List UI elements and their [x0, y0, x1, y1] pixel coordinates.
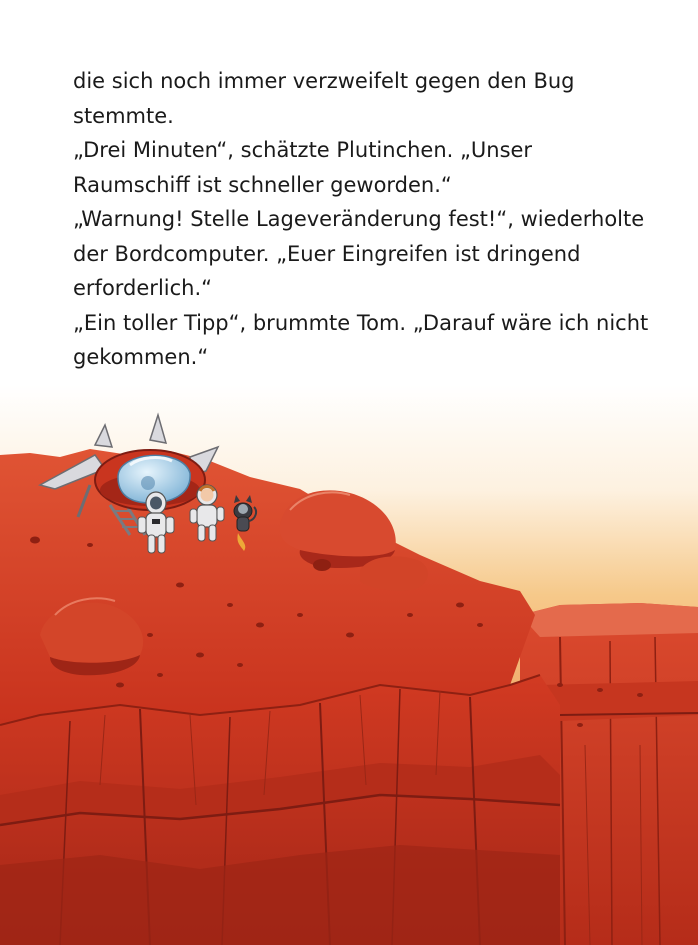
- story-line-7: erforderlich.“: [73, 276, 213, 300]
- story-line-1: die sich noch immer verzweifelt gegen den Bug: [73, 69, 575, 93]
- story-line-2: stemmte.: [73, 103, 174, 128]
- story-line-8: „Ein toller Tipp“, brummte Tom. „Darauf wäre ich nicht: [73, 310, 649, 335]
- story-text: [73, 64, 673, 375]
- story-line-9: gekommen.“: [73, 345, 209, 369]
- mars-cliff-illustration: [0, 385, 698, 945]
- story-line-6: der Bordcomputer. „Euer Eingreifen ist dringend: [73, 241, 581, 266]
- story-line-4: Raumschiff ist schneller geworden.“: [73, 172, 452, 197]
- story-line-3: „Drei Minuten“, schätzte Plutinchen. „Unser: [73, 138, 533, 162]
- story-line-5: „Warnung! Stelle Lageveränderung fest!“, wiederholte: [73, 207, 645, 231]
